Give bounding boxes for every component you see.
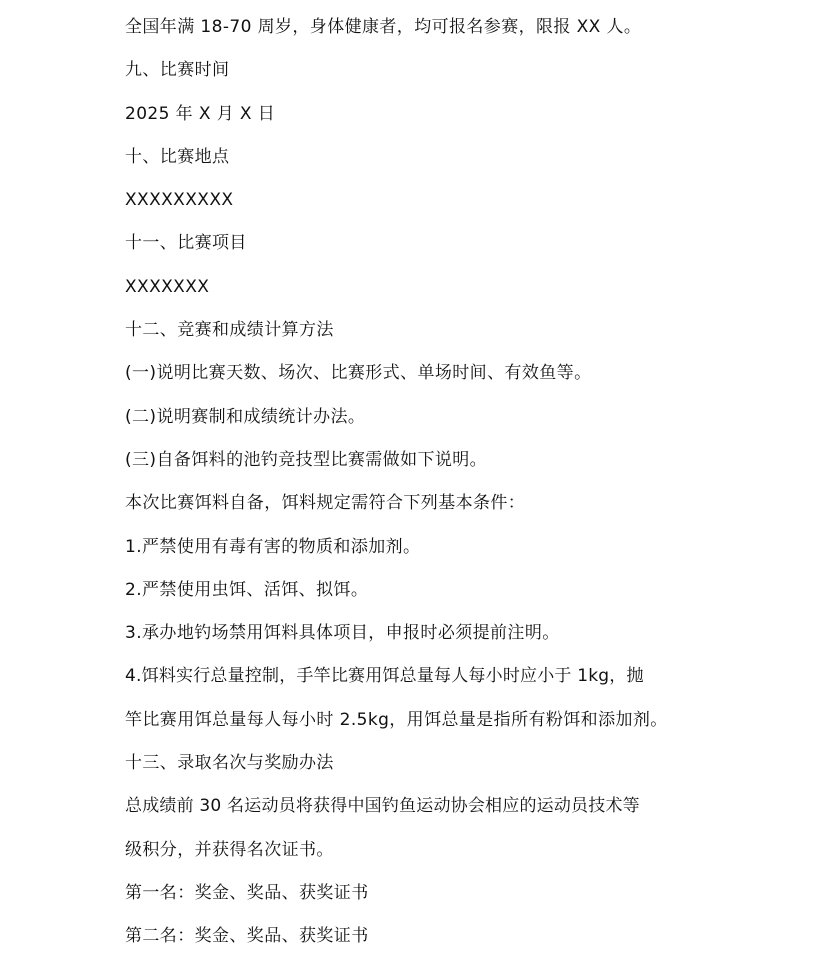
section-9-heading: 九、比赛时间	[125, 60, 230, 81]
section-12-heading: 十二、竞赛和成绩计算方法	[125, 320, 334, 341]
rule-item-3: (三)自备饵料的池钓竞技型比赛需做如下说明。	[125, 449, 488, 470]
bait-condition-3: 3.承办地钓场禁用饵料具体项目，申报时必须提前注明。	[125, 623, 560, 644]
rule-item-1: (一)说明比赛天数、场次、比赛形式、单场时间、有效鱼等。	[125, 363, 592, 384]
section-13-heading: 十三、录取名次与奖励办法	[125, 753, 334, 774]
bait-condition-4-line-1: 4.饵料实行总量控制，手竿比赛用饵总量每人每小时应小于 1kg，抛	[125, 666, 644, 687]
bait-condition-2: 2.严禁使用虫饵、活饵、拟饵。	[125, 579, 369, 600]
bait-condition-1: 1.严禁使用有毒有害的物质和添加剂。	[125, 536, 421, 557]
first-place-award: 第一名：奖金、奖品、获奖证书	[125, 882, 369, 903]
section-11-heading: 十一、比赛项目	[125, 233, 247, 254]
competition-date: 2025 年 X 月 X 日	[125, 103, 276, 124]
rule-item-2: (二)说明赛制和成绩统计办法。	[125, 406, 366, 427]
competition-events: XXXXXXX	[125, 276, 210, 297]
bait-intro: 本次比赛饵料自备，饵料规定需符合下列基本条件：	[125, 493, 526, 514]
award-text-line-2: 级积分，并获得名次证书。	[125, 839, 334, 860]
second-place-award: 第二名：奖金、奖品、获奖证书	[125, 926, 369, 947]
eligibility-text: 全国年满 18-70 周岁，身体健康者，均可报名参赛，限报 XX 人。	[125, 17, 642, 37]
competition-venue: XXXXXXXXX	[125, 190, 234, 211]
document-page	[125, 10, 715, 963]
award-text-line-1: 总成绩前 30 名运动员将获得中国钓鱼运动协会相应的运动员技术等	[125, 796, 640, 817]
bait-condition-4-line-2: 竿比赛用饵总量每人每小时 2.5kg，用饵总量是指所有粉饵和添加剂。	[125, 709, 668, 730]
section-10-heading: 十、比赛地点	[125, 146, 230, 167]
